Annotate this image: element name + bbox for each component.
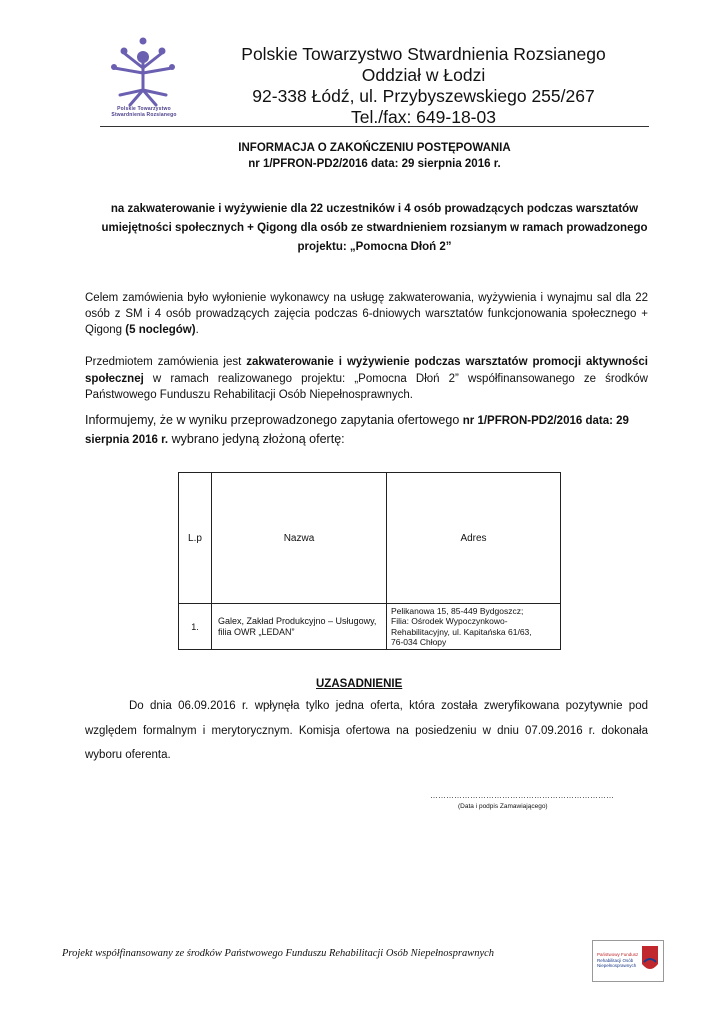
subject-line3: projektu: „Pomocna Dłoń 2”	[297, 241, 452, 253]
adres-line2: Filia: Ośrodek Wypoczynkowo-	[391, 616, 508, 626]
document-number: nr 1/PFRON-PD2/2016 data: 29 sierpnia 2016 r.	[248, 158, 501, 170]
subject-block	[100, 200, 649, 257]
pfron-line3: Niepełnosprawnych	[597, 963, 637, 968]
organization-header	[200, 44, 647, 128]
result-text-start: Informujemy, że w wyniku przeprowadzonego zapytania ofertowego	[85, 413, 463, 427]
cell-lp: 1.	[179, 604, 212, 650]
subject-line1: na zakwaterowanie i wyżywienie dla 22 uczestników i 4 osób prowadzących podczas warsztatów	[110, 203, 639, 215]
adres-line1: Pelikanowa 15, 85-449 Bydgoszcz;	[391, 605, 524, 616]
logo-caption-line2: Stwardnienia Rozsianego	[111, 112, 177, 118]
footer-cofinancing-note: Projekt współfinansowany ze środków Państwowego Funduszu Rehabilitacji Osób Niepełnosprawnych	[62, 948, 495, 959]
org-address: 92-338 Łódź, ul. Przybyszewskiego 255/267	[252, 86, 595, 106]
adres-line3: Rehabilitacyjny, ul. Kapitańska 61/63,	[391, 626, 532, 637]
signature-label: (Data i podpis Zamawiającego)	[458, 803, 548, 810]
cell-adres	[387, 604, 561, 650]
subject-line2: umiejętności społecznych + Qigong dla osób ze stwardnieniem rozsianym w ramach prowadzonego	[101, 222, 648, 234]
subject-text-start: Przedmiotem zamówienia jest	[85, 356, 247, 368]
header-divider	[100, 126, 649, 127]
purpose-text: Celem zamówienia było wyłonienie wykonawcy na usługę zakwaterowania, wyżywienia i wynajmu sal dla 22 osób z SM i 4 osób prowadzących zajęcia podczas 6-dniowych warsztatów funkcjonowania społecznego + Qigong	[85, 292, 648, 336]
signature-line: ……………………………………………………………	[430, 791, 614, 800]
table-header-row	[179, 473, 561, 604]
org-branch: Oddział w Łodzi	[361, 65, 486, 85]
document-title: INFORMACJA O ZAKOŃCZENIU POSTĘPOWANIA	[238, 142, 511, 154]
purpose-end: .	[195, 324, 199, 336]
pfron-text	[597, 952, 638, 969]
paragraph-result	[85, 411, 648, 449]
result-text-bold: nr 1/PFRON-PD2/2016 data: 29 sierpnia 2016 r.	[85, 415, 629, 446]
cell-nazwa: Galex, Zakład Produkcyjno – Usługowy, filia OWR „LEDAN”	[212, 604, 387, 650]
adres-line4: 76-034 Chłopy	[391, 637, 447, 647]
header-lp: L.p	[179, 473, 212, 604]
paragraph-purpose	[85, 290, 648, 338]
logo-caption-line1: Polskie Towarzystwo	[117, 106, 171, 112]
header-nazwa: Nazwa	[212, 473, 387, 604]
pfron-line2: Rehabilitacji Osób	[597, 957, 634, 963]
org-name: Polskie Towarzystwo Stwardnienia Rozsianego	[241, 44, 606, 64]
result-text-end: wybrano jedyną złożoną ofertę:	[168, 432, 345, 446]
pfron-line1: Państwowy Fundusz	[597, 952, 639, 957]
table-row	[179, 604, 561, 650]
pfron-emblem-icon	[640, 944, 660, 978]
justification-heading: UZASADNIENIE	[316, 678, 403, 690]
subject-text-bold: zakwaterowanie i wyżywienie podczas warsztatów promocji aktywności społecznej	[85, 356, 649, 385]
paragraph-subject	[85, 354, 648, 404]
offers-table	[178, 472, 561, 650]
subject-text-end: w ramach realizowanego projektu: „Pomocna Dłoń 2” współfinansowanego ze środków Państwowego Funduszu Rehabilitacji Osób Niepełnosprawnych.	[85, 372, 648, 401]
header-adres: Adres	[387, 473, 561, 604]
pfron-logo	[592, 940, 664, 982]
logo-caption	[104, 106, 184, 118]
purpose-nights: (5 noclegów)	[125, 324, 196, 336]
justification-text: Do dnia 06.09.2016 r. wpłynęła tylko jedna oferta, która została zweryfikowana pozytywnie pod względem formalnym i merytorycznym. Komisja ofertowa na posiedzeniu w dniu 07.09.2016 r. dokonała wyboru oferenta.	[85, 700, 648, 761]
org-phone: Tel./fax: 649-18-03	[351, 107, 496, 127]
